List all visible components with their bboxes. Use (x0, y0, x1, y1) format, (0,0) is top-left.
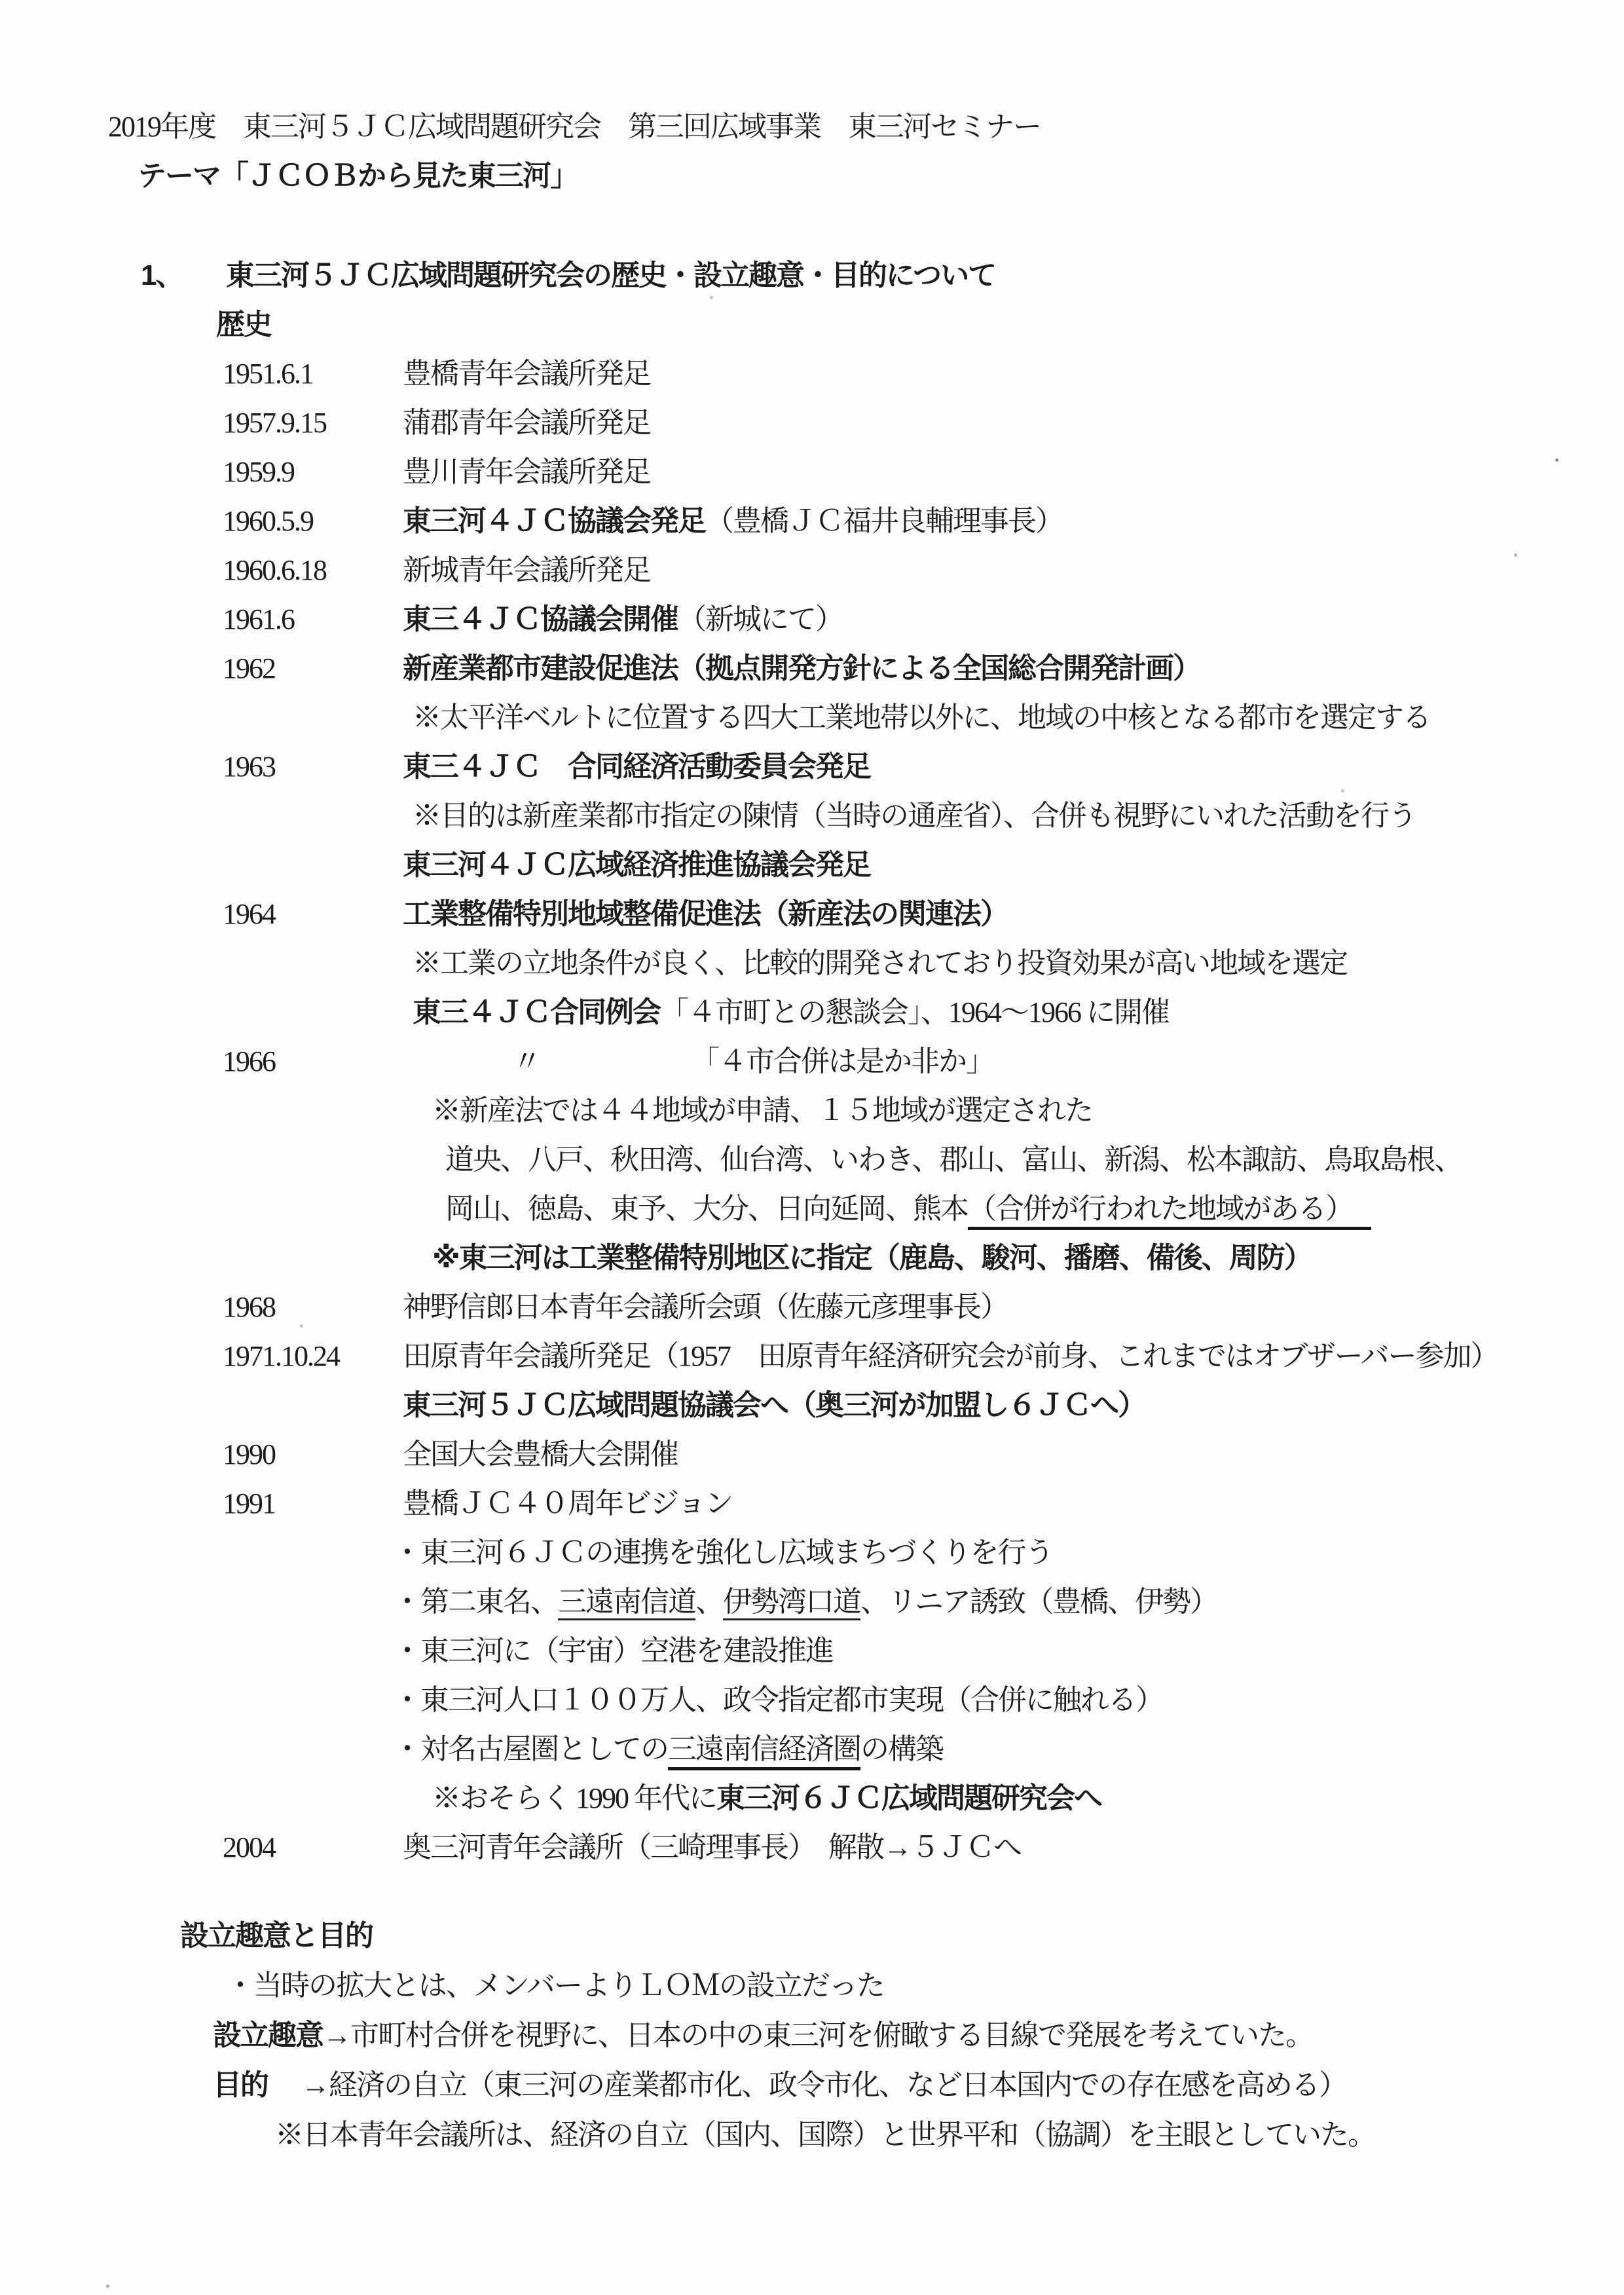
timeline-date: 1959.9 (223, 456, 294, 488)
text-segment: （豊橋ＪＣ福井良輔理事長） (705, 505, 1063, 537)
timeline-entry (403, 595, 843, 644)
timeline-entry (403, 398, 650, 447)
timeline-entry (403, 1282, 1008, 1332)
text-segment: ※日本青年会議所は、経済の自立（国内、国際）と世界平和（協調）を主眼としていた。 (275, 2119, 1375, 2151)
text-segment: ※太平洋ベルトに位置する四大工業地帯以外に、地域の中核となる都市を選定する (413, 701, 1430, 734)
timeline-entry (403, 1332, 1498, 1381)
timeline-entry (393, 1675, 1163, 1725)
text-segment: 神野信郎日本青年会議所会頭（佐藤元彦理事長） (403, 1291, 1008, 1323)
timeline-date (223, 1086, 403, 1135)
timeline-date (223, 939, 403, 988)
timeline-date: 1961.6 (223, 603, 294, 635)
text-segment: （合併が行われた地域がある） (968, 1193, 1371, 1230)
timeline-entry (432, 1086, 1092, 1135)
founding-row (0, 2011, 1624, 2061)
timeline-row (0, 1577, 1624, 1626)
timeline (0, 349, 1624, 1872)
timeline-entry (393, 1577, 1217, 1626)
text-segment: 〃 「４市合併は是か非か」 (403, 1045, 993, 1077)
text-segment: 三遠南信道 (558, 1586, 695, 1620)
timeline-entry (403, 889, 1008, 939)
timeline-row (0, 1479, 1624, 1528)
timeline-row (0, 1725, 1624, 1774)
section-number: 1、 (141, 259, 183, 291)
timeline-row (0, 1282, 1624, 1332)
text-segment: ※東三河は工業整備特別地区に指定（鹿島、駿河、播磨、備後、周防） (432, 1242, 1312, 1274)
document-title: 2019年度 東三河５ＪＣ広域問題研究会 第三回広域事業 東三河セミナー (108, 111, 1041, 143)
timeline-date: 1957.9.15 (223, 407, 326, 439)
timeline-row (0, 1528, 1624, 1577)
timeline-row (0, 644, 1624, 693)
timeline-date (223, 1381, 403, 1430)
timeline-row (0, 1823, 1624, 1872)
founding-row (0, 2061, 1624, 2110)
text-segment: 伊勢湾口道 (723, 1586, 860, 1620)
text-segment: （新城にて） (678, 603, 843, 635)
text-segment: 東三河５ＪＣ広域問題協議会へ（奥三河が加盟し６ＪＣへ） (403, 1389, 1145, 1421)
timeline-date: 1971.10.24 (223, 1340, 339, 1372)
timeline-entry (403, 1479, 732, 1528)
timeline-row (0, 1626, 1624, 1675)
founding-row (0, 2110, 1624, 2160)
timeline-row (0, 398, 1624, 447)
text-segment: 設立趣意 (213, 2019, 323, 2051)
text-segment: 道央、八戸、秋田湾、仙台湾、いわき、郡山、富山、新潟、松本諏訪、鳥取島根、 (445, 1144, 1462, 1176)
timeline-date: 1966 (223, 1045, 275, 1077)
seminar-theme: テーマ「ＪＣＯＢから見た東三河」 (138, 160, 578, 192)
timeline-row (0, 546, 1624, 595)
timeline-row (0, 1430, 1624, 1479)
text-segment: 蒲郡青年会議所発足 (403, 407, 650, 439)
timeline-entry (403, 447, 650, 496)
text-segment: 田原青年会議所発足（1957 田原青年経済研究会が前身、これまではオブザーバー参加） (403, 1340, 1498, 1372)
text-segment: 豊川青年会議所発足 (403, 456, 650, 488)
timeline-row (0, 1184, 1624, 1233)
timeline-row (0, 988, 1624, 1037)
text-segment: ・東三河６ＪＣの連携を強化し広域まちづくりを行う (393, 1537, 1053, 1569)
timeline-row (0, 742, 1624, 791)
text-segment: 新産業都市建設促進法（拠点開発方針による全国総合開発計画） (403, 652, 1200, 684)
timeline-entry (445, 1135, 1462, 1184)
text-segment: の構築 (860, 1733, 943, 1765)
timeline-date: 1991 (223, 1487, 275, 1520)
timeline-date (223, 1577, 403, 1626)
timeline-entry (393, 1528, 1053, 1577)
timeline-entry (413, 939, 1347, 988)
timeline-row (0, 1037, 1624, 1086)
timeline-entry (393, 1725, 943, 1774)
timeline-date: 1990 (223, 1438, 275, 1470)
timeline-date (223, 1774, 403, 1823)
timeline-entry (403, 546, 650, 595)
text-segment: ※工業の立地条件が良く、比較的開発されており投資効果が高い地域を選定 (413, 947, 1348, 979)
timeline-row (0, 595, 1624, 644)
timeline-row (0, 840, 1624, 889)
timeline-row (0, 1332, 1624, 1381)
timeline-entry (403, 840, 870, 889)
text-segment: 三遠南信経済圏 (668, 1733, 860, 1770)
text-segment: 東三４ＪＣ合同例会 (413, 996, 660, 1028)
timeline-entry (432, 1233, 1312, 1282)
timeline-entry (403, 1037, 993, 1086)
timeline-entry (413, 988, 1169, 1037)
timeline-date (223, 1233, 403, 1282)
timeline-row (0, 693, 1624, 742)
section-1-heading (0, 251, 1624, 300)
timeline-date (223, 1135, 403, 1184)
timeline-row (0, 1233, 1624, 1282)
timeline-date: 1963 (223, 751, 275, 783)
text-segment: ※目的は新産業都市指定の陳情（当時の通産省）、合併も視野にいれた活動を行う (413, 800, 1416, 832)
timeline-entry (413, 693, 1430, 742)
timeline-row (0, 791, 1624, 840)
timeline-entry (403, 496, 1063, 546)
timeline-date (223, 1675, 403, 1725)
timeline-entry (432, 1774, 1101, 1823)
text-segment: 豊橋ＪＣ４０周年ビジョン (403, 1487, 733, 1520)
timeline-date: 1960.5.9 (223, 505, 313, 537)
timeline-row (0, 349, 1624, 398)
timeline-date (223, 791, 403, 840)
text-segment: 全国大会豊橋大会開催 (403, 1438, 678, 1470)
timeline-entry (393, 1626, 833, 1675)
timeline-entry (413, 791, 1416, 840)
timeline-entry (403, 644, 1200, 693)
timeline-entry (403, 349, 650, 398)
history-label: 歴史 (216, 308, 271, 341)
text-segment: 東三河４ＪＣ広域経済推進協議会発足 (403, 849, 870, 881)
timeline-row (0, 939, 1624, 988)
text-segment: ・東三河に（宇宙）空港を建設推進 (393, 1635, 833, 1667)
text-segment: 豊橋青年会議所発足 (403, 358, 650, 390)
timeline-date (223, 988, 403, 1037)
timeline-row (0, 496, 1624, 546)
text-segment: →市町村合併を視野に、日本の中の東三河を俯瞰する目線で発展を考えていた。 (323, 2019, 1313, 2051)
text-segment: ・当時の拡大とは、メンバーよりＬＯＭの設立だった (226, 1969, 884, 2002)
timeline-row (0, 1675, 1624, 1725)
text-segment: 、リニア誘致（豊橋、伊勢） (860, 1586, 1218, 1618)
timeline-date (223, 1626, 403, 1675)
text-segment: 工業整備特別地域整備促進法（新産法の関連法） (403, 898, 1008, 930)
text-segment: 目的 (213, 2069, 268, 2101)
text-segment: 東三４ＪＣ 合同経済活動委員会発足 (403, 751, 870, 783)
timeline-date (223, 1725, 403, 1774)
text-segment: 東三河６ＪＣ広域問題研究会へ (716, 1782, 1101, 1814)
text-segment: 奥三河青年会議所（三崎理事長） 解散→５ＪＣへ (403, 1831, 1021, 1863)
text-segment: 東三河４ＪＣ協議会発足 (403, 505, 705, 537)
timeline-date (223, 1184, 403, 1233)
timeline-row (0, 1381, 1624, 1430)
timeline-row (0, 1086, 1624, 1135)
text-segment: ※新産法では４４地域が申請、１５地域が選定された (432, 1094, 1092, 1127)
text-segment: 東三４ＪＣ協議会開催 (403, 603, 678, 635)
timeline-date: 1962 (223, 652, 275, 684)
timeline-entry (403, 742, 870, 791)
founding-section (0, 1911, 1624, 2160)
timeline-entry (403, 1823, 1021, 1872)
section-title: 東三河５ＪＣ広域問題研究会の歴史・設立趣意・目的について (226, 259, 996, 291)
text-segment: 新城青年会議所発足 (403, 554, 650, 586)
timeline-date: 1964 (223, 898, 275, 930)
timeline-date (223, 693, 403, 742)
text-segment: ・東三河人口１００万人、政令指定都市実現（合併に触れる） (393, 1684, 1163, 1716)
timeline-row (0, 1135, 1624, 1184)
timeline-row (0, 1774, 1624, 1823)
timeline-row (0, 447, 1624, 496)
timeline-row (0, 889, 1624, 939)
timeline-entry (403, 1381, 1145, 1430)
founding-row (0, 1961, 1624, 2011)
timeline-entry (403, 1430, 678, 1479)
text-segment: ・第二東名、 (393, 1586, 558, 1618)
text-segment: ・対名古屋圏としての (393, 1733, 668, 1765)
text-segment: 「４市町との懇談会」、1964～1966 に開催 (660, 996, 1169, 1028)
timeline-entry (445, 1184, 1371, 1233)
timeline-date: 2004 (223, 1831, 275, 1863)
timeline-date: 1960.6.18 (223, 554, 326, 586)
timeline-date (223, 1528, 403, 1577)
timeline-date (223, 840, 403, 889)
timeline-date: 1968 (223, 1291, 275, 1323)
founding-rows (0, 1961, 1624, 2160)
text-segment: 岡山、徳島、東予、大分、日向延岡、熊本 (445, 1193, 968, 1225)
text-segment: ※おそらく 1990 年代に (432, 1782, 716, 1814)
founding-heading: 設立趣意と目的 (180, 1920, 373, 1952)
text-segment: →経済の自立（東三河の産業都市化、政令市化、など日本国内での存在感を高める） (268, 2069, 1346, 2101)
timeline-date: 1951.6.1 (223, 358, 313, 390)
text-segment: 、 (695, 1586, 723, 1618)
